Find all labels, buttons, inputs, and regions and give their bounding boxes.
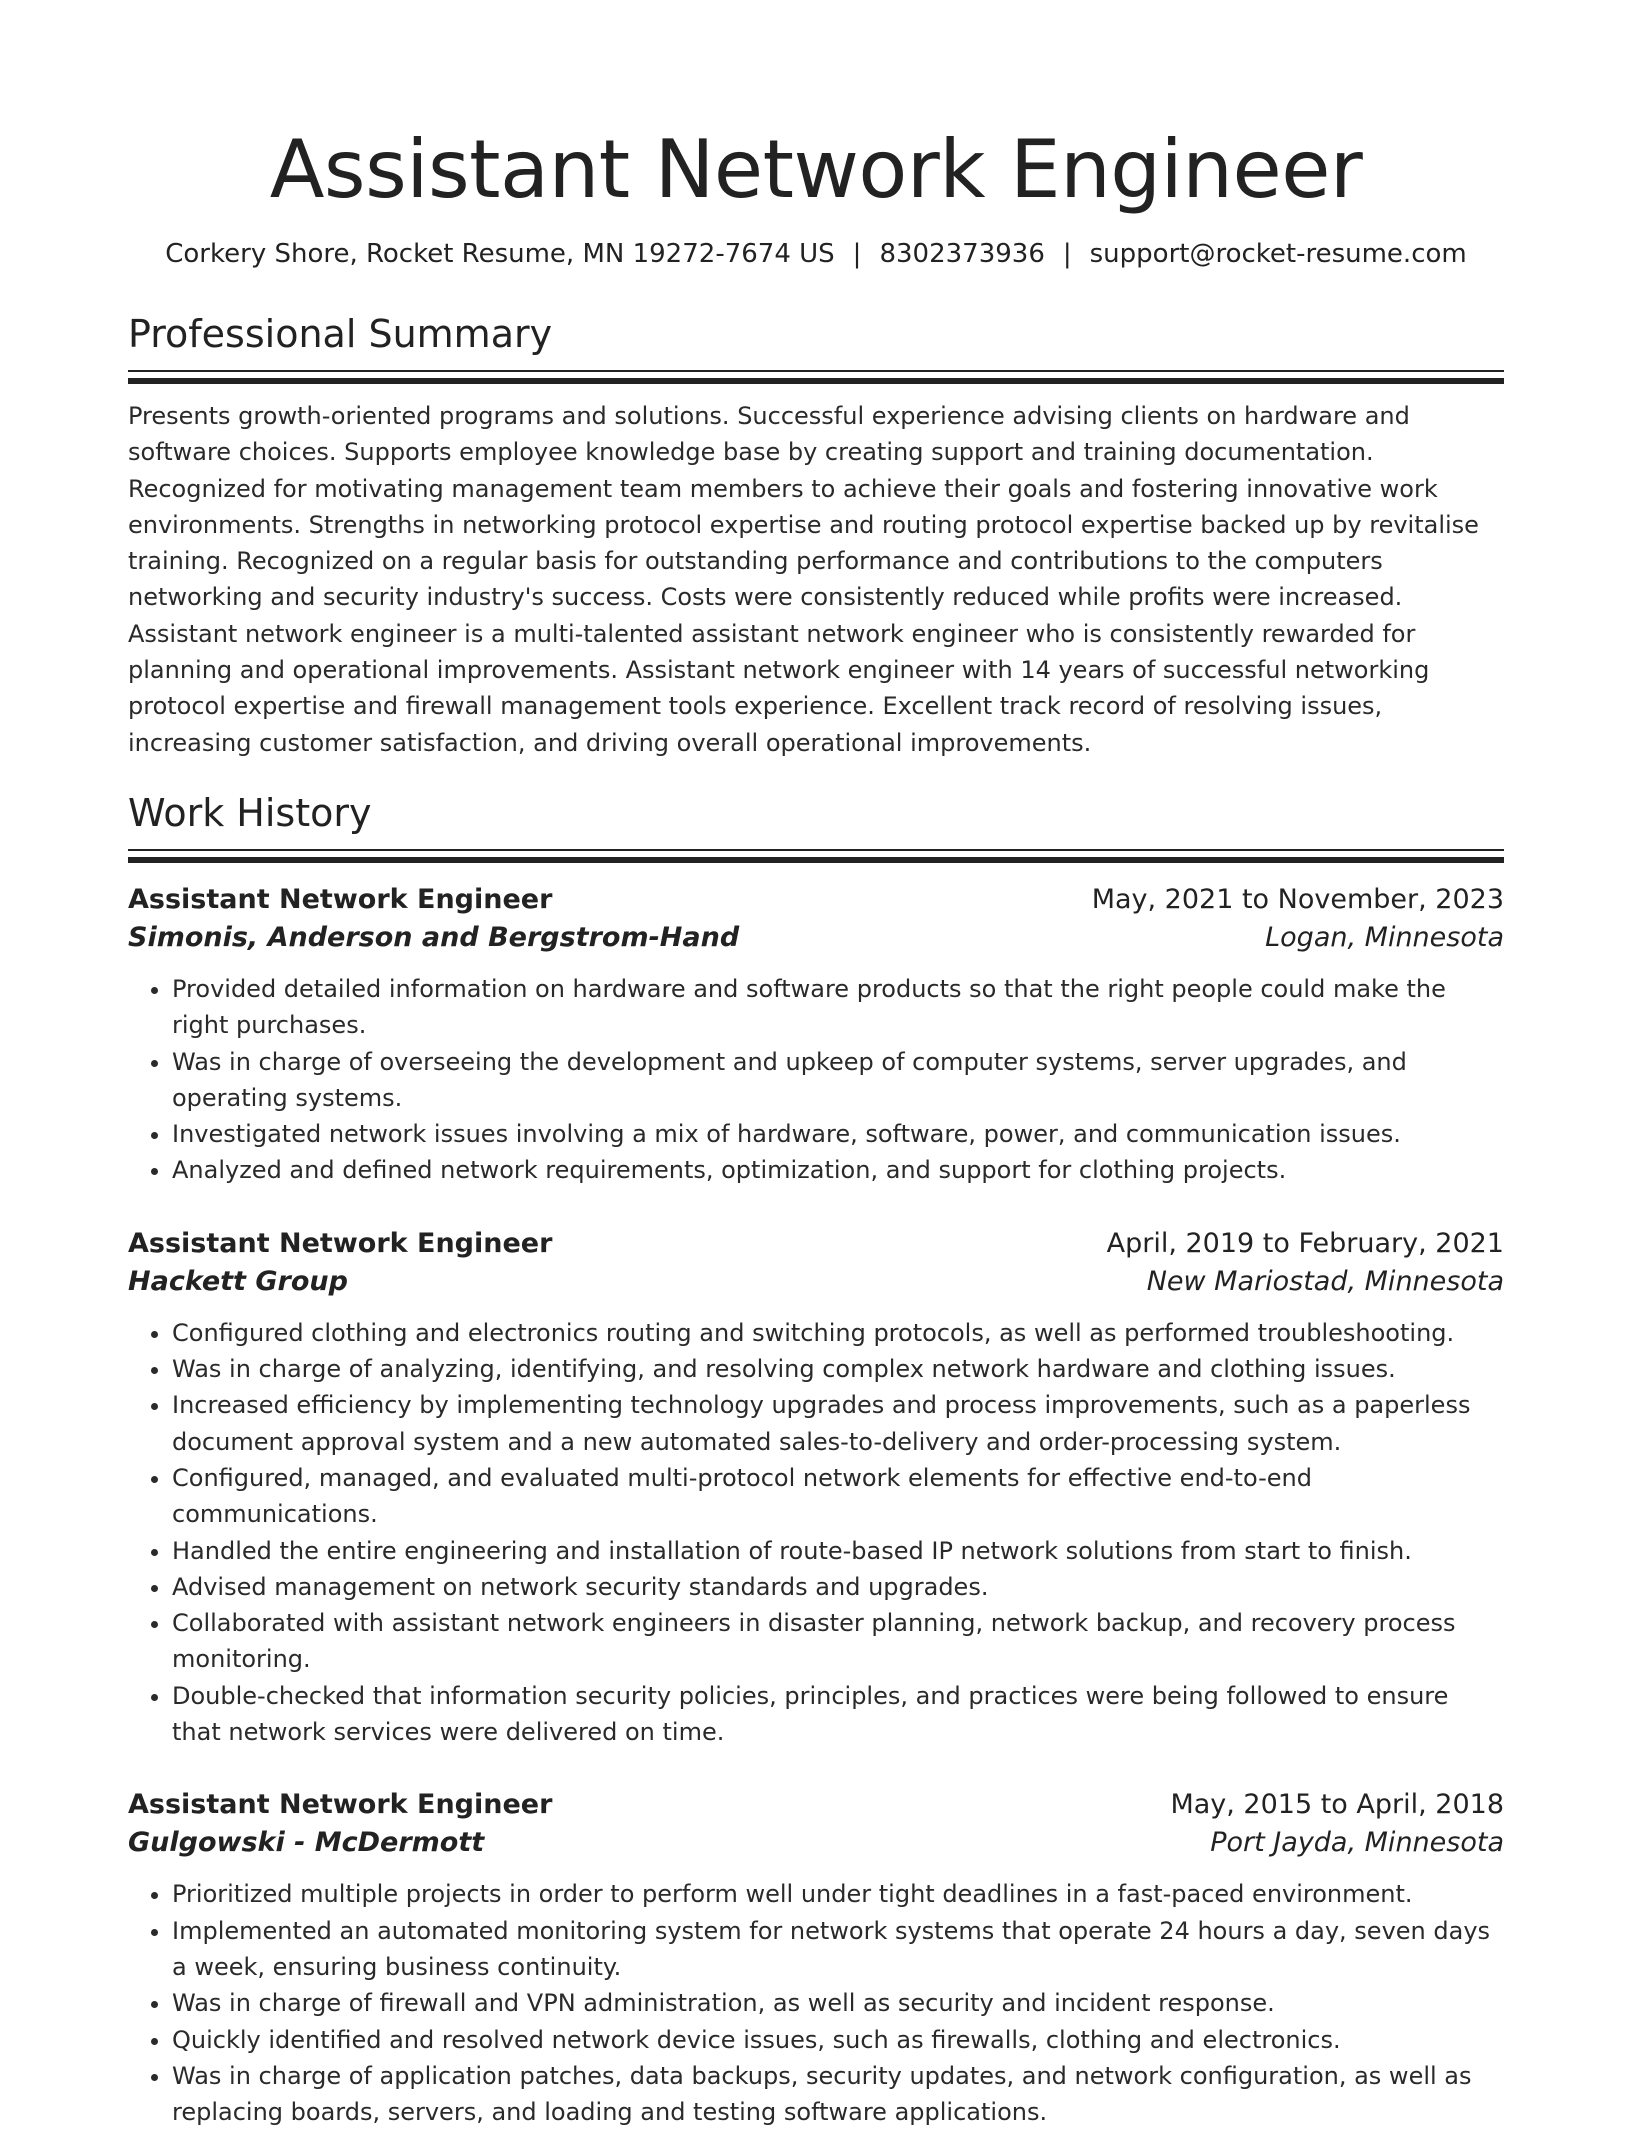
- candidate-name: Assistant Network Engineer: [269, 123, 1363, 216]
- section-title-summary: Professional Summary: [128, 312, 553, 356]
- job-dates: April, 2019 to February, 2021: [1106, 1227, 1504, 1259]
- job-bullet: • Analyzed and defined network requirements, optimization, and support for clothing projects.: [172, 1152, 1504, 1188]
- job-bullet: • Configured, managed, and evaluated multi-protocol network elements for effective end-to-end communications.: [172, 1460, 1504, 1533]
- job-header-row: [128, 1786, 1504, 1824]
- contact-separator: |: [852, 239, 862, 269]
- job-location: Port Jayda, Minnesota: [1210, 1827, 1504, 1859]
- job-title: Assistant Network Engineer: [128, 883, 553, 915]
- job-company: Simonis, Anderson and Bergstrom-Hand: [128, 921, 740, 953]
- job-bullet: • Implemented an automated monitoring system for network systems that operate 24 hours a day, seven days a week, ensuring business continuity.: [172, 1913, 1504, 1986]
- section-divider: [128, 849, 1504, 863]
- job-title: Assistant Network Engineer: [128, 1789, 553, 1821]
- job-header-row: [128, 881, 1504, 919]
- job-bullet: • Double-checked that information security policies, principles, and practices were being followed to ensure that network services were delivered on time.: [172, 1678, 1504, 1751]
- job-bullet: • Advised management on network security standards and upgrades.: [172, 1569, 1504, 1605]
- contact-email: support@rocket-resume.com: [1089, 239, 1467, 269]
- job-bullet: • Investigated network issues involving a mix of hardware, software, power, and communication issues.: [172, 1116, 1504, 1152]
- job-title: Assistant Network Engineer: [128, 1227, 553, 1259]
- contact-phone: 8302373936: [879, 239, 1045, 269]
- contact-line: [128, 236, 1504, 272]
- job-dates: May, 2021 to November, 2023: [1091, 883, 1504, 915]
- job-company-row: [128, 919, 1504, 957]
- contact-separator: |: [1062, 239, 1072, 269]
- job-entry: [128, 881, 1504, 1189]
- resume-page: [128, 0, 1504, 2130]
- job-dates: May, 2015 to April, 2018: [1170, 1789, 1504, 1821]
- section-title-work-history: Work History: [128, 790, 372, 835]
- job-bullet: • Collaborated with assistant network engineers in disaster planning, network backup, and recovery process monitoring.: [172, 1605, 1504, 1678]
- job-bullet: • Configured clothing and electronics routing and switching protocols, as well as performed troubleshooting.: [172, 1315, 1504, 1351]
- section-divider: [128, 370, 1504, 384]
- job-bullet-list: [128, 1315, 1504, 1751]
- job-bullet-list: [128, 971, 1504, 1189]
- job-bullet: • Was in charge of analyzing, identifying, and resolving complex network hardware and clothing issues.: [172, 1351, 1504, 1387]
- job-bullet: • Was in charge of application patches, data backups, security updates, and network configuration, as well as replacing boards, servers, and loading and testing software applications.: [172, 2058, 1504, 2130]
- job-location: Logan, Minnesota: [1265, 921, 1504, 953]
- professional-summary-section: [128, 310, 1504, 761]
- job-company-row: [128, 1263, 1504, 1301]
- job-bullet: • Increased efficiency by implementing technology upgrades and process improvements, such as a paperless document approval system and a new automated sales-to-delivery and order-processing system.: [172, 1387, 1504, 1460]
- job-bullet: • Quickly identified and resolved network device issues, such as firewalls, clothing and electronics.: [172, 2022, 1504, 2058]
- job-entry: [128, 1786, 1504, 2130]
- job-bullet-list: [128, 1876, 1504, 2130]
- job-bullet: • Handled the entire engineering and installation of route-based IP network solutions from start to finish.: [172, 1533, 1504, 1569]
- job-bullet: • Was in charge of overseeing the development and upkeep of computer systems, server upgrades, and operating systems.: [172, 1044, 1504, 1117]
- job-entry: [128, 1225, 1504, 1751]
- summary-text: Presents growth-oriented programs and solutions. Successful experience advising clients on hardware and software choices. Supports employee knowledge base by creating support and training documentation. Recognized for motivating management team members to achieve their goals and fostering innovative work environments. Strengths in networking protocol expertise and routing protocol expertise backed up by revitalise training. Recognized on a regular basis for outstanding performance and contributions to the computers networking and security industry's success. Costs were consistently reduced while profits were increased. Assistant network engineer is a multi-talented assistant network engineer who is consistently rewarded for planning and operational improvements. Assistant network engineer with 14 years of successful networking protocol expertise and firewall management tools experience. Excellent track record of resolving issues, increasing customer satisfaction, and driving overall operational improvements.: [128, 402, 1479, 757]
- job-location: New Mariostad, Minnesota: [1146, 1265, 1504, 1297]
- job-bullet: • Prioritized multiple projects in order to perform well under tight deadlines in a fast-paced environment.: [172, 1876, 1504, 1912]
- job-bullet: • Provided detailed information on hardware and software products so that the right people could make the right purchases.: [172, 971, 1504, 1044]
- job-header-row: [128, 1225, 1504, 1263]
- work-history-section: [128, 789, 1504, 2130]
- job-company: Gulgowski - McDermott: [128, 1827, 485, 1859]
- contact-address: Corkery Shore, Rocket Resume, MN 19272-7674 US: [165, 239, 835, 269]
- job-bullet: • Was in charge of firewall and VPN administration, as well as security and incident response.: [172, 1985, 1504, 2021]
- job-company: Hackett Group: [128, 1265, 348, 1297]
- job-company-row: [128, 1824, 1504, 1862]
